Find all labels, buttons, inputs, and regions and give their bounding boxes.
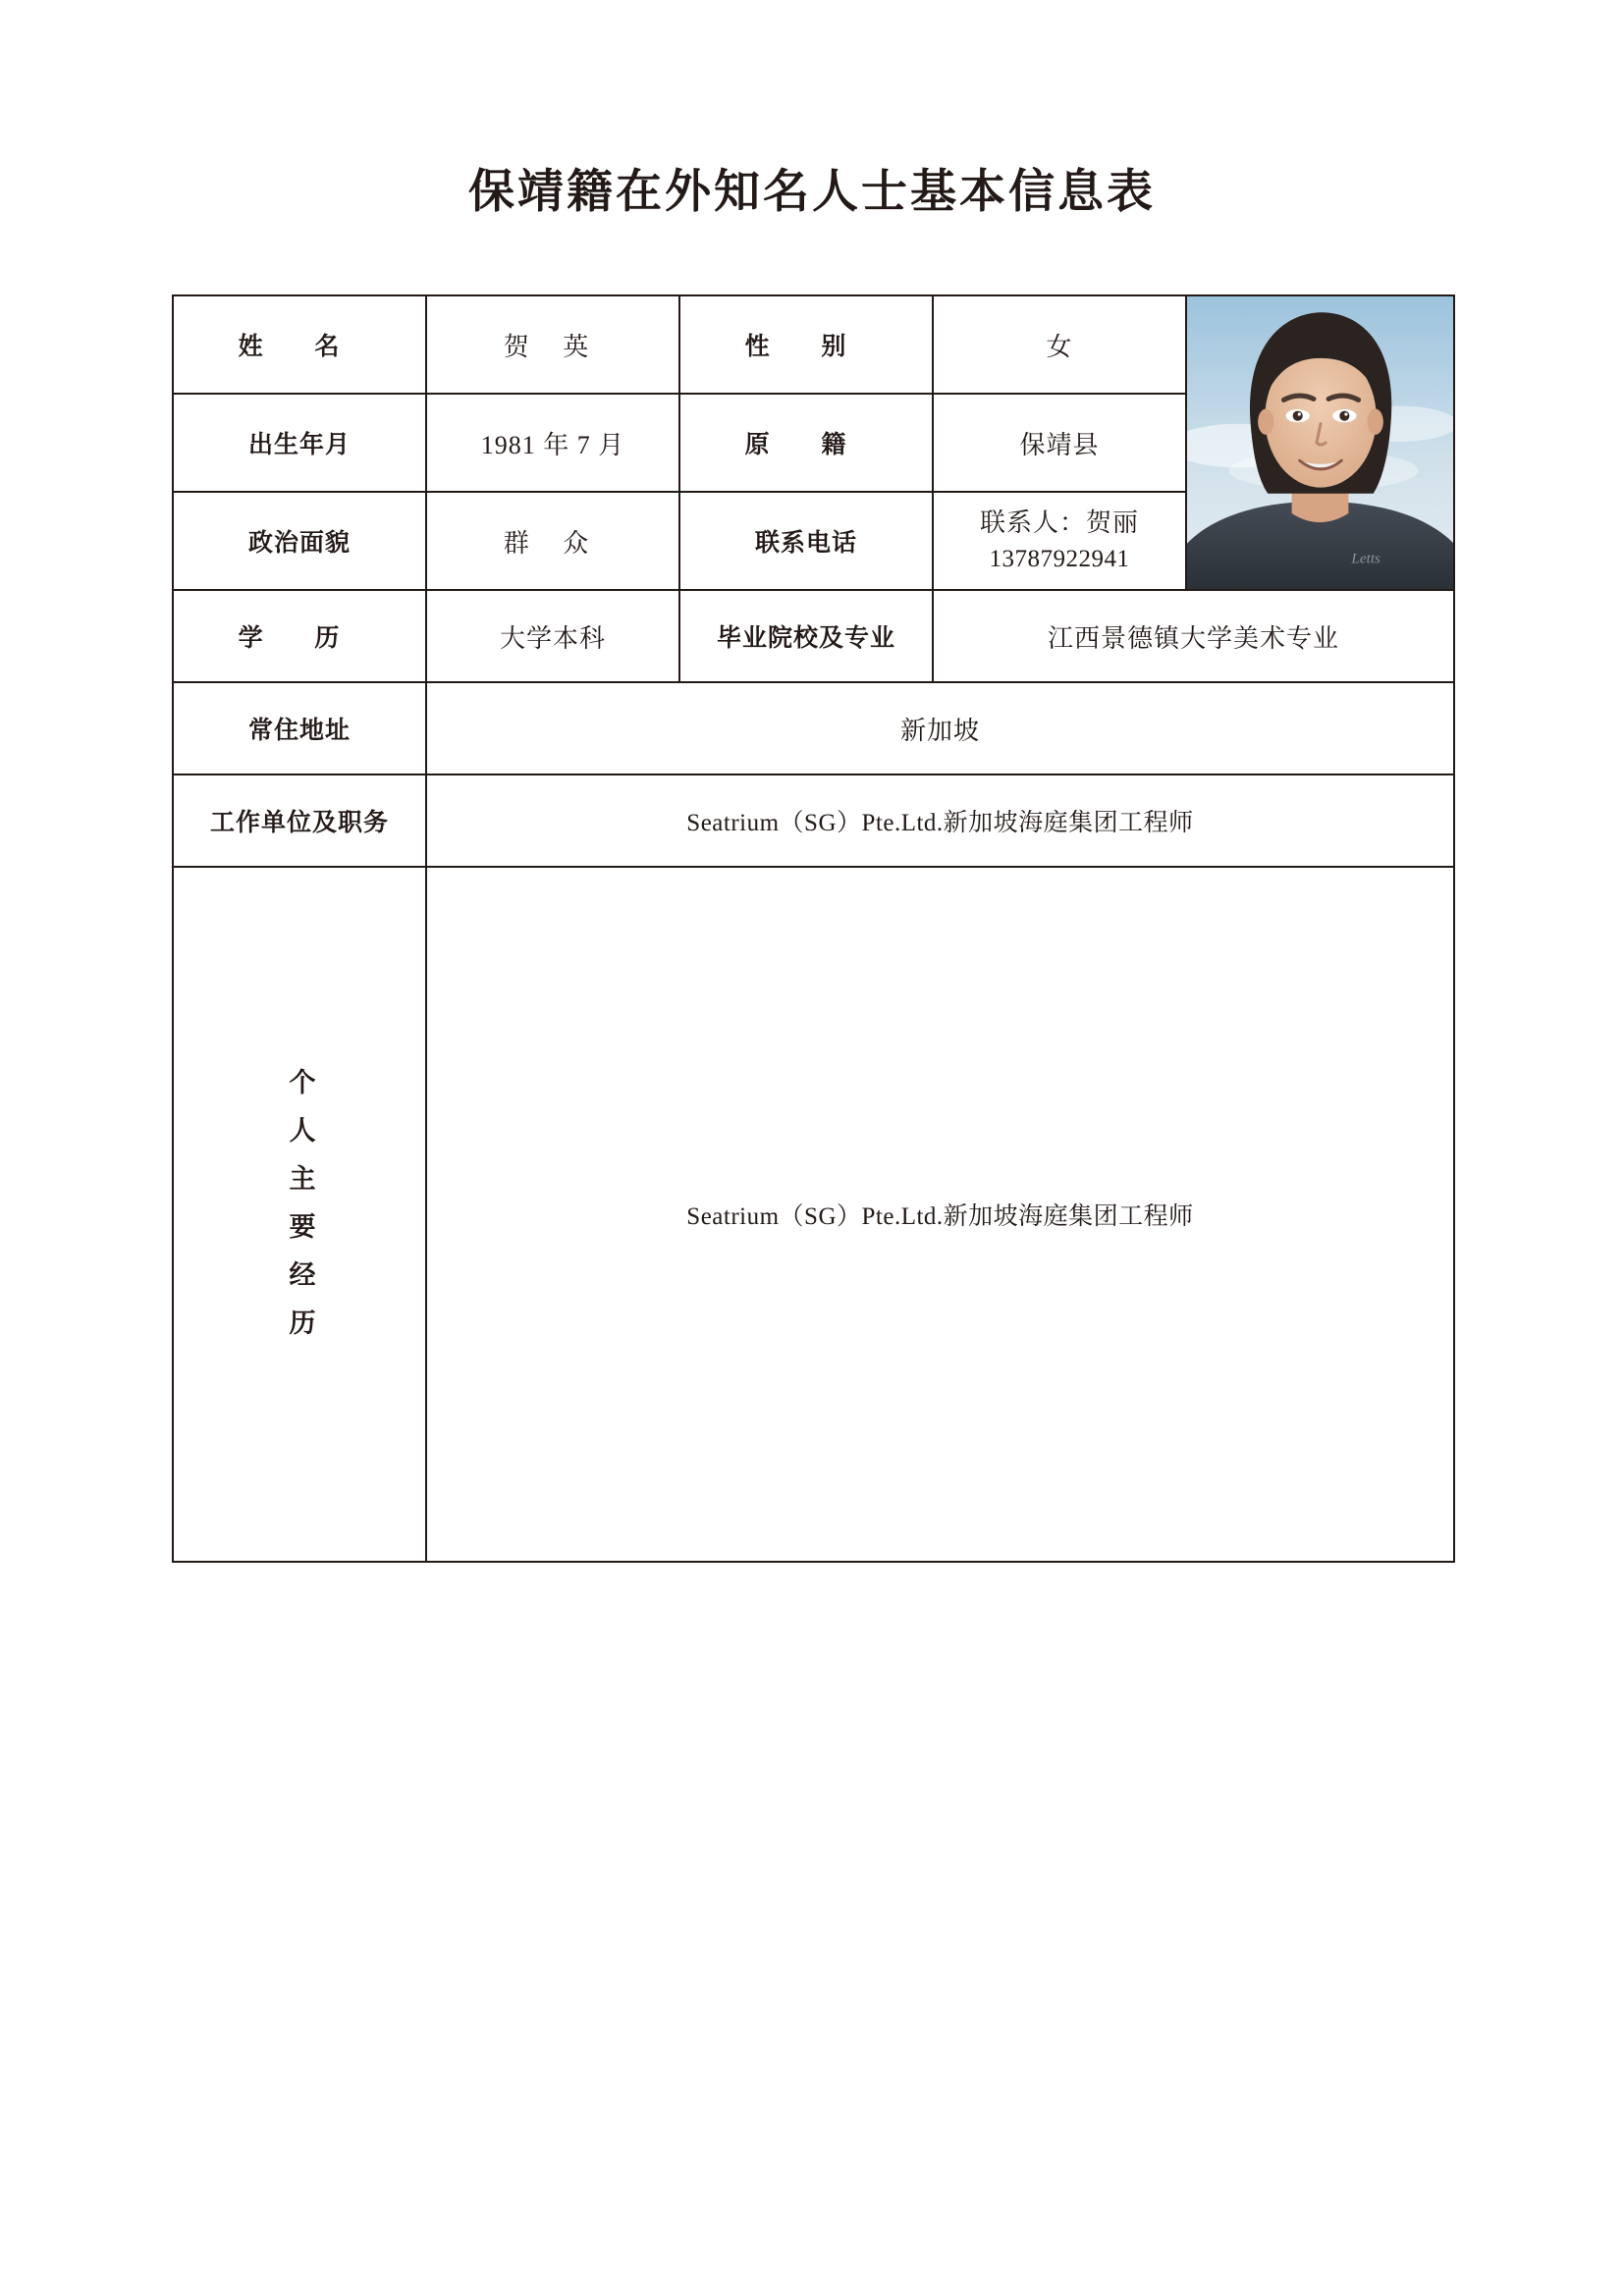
cell-value-phone [933, 492, 1186, 590]
value-education: 大学本科 [499, 623, 606, 653]
cell-label-experience [173, 867, 426, 1562]
value-origin: 保靖县 [1019, 430, 1100, 459]
table-row-work [173, 774, 1454, 867]
cell-label-work [173, 774, 426, 867]
label-address: 常住地址 [247, 716, 351, 744]
cell-label-phone [679, 492, 933, 590]
cell-label-school [679, 590, 933, 682]
cell-label-origin [679, 394, 933, 492]
label-school-major: 毕业院校及专业 [716, 623, 895, 652]
value-address: 新加坡 [899, 716, 980, 745]
table-row-experience [173, 867, 1454, 1562]
label-phone: 联系电话 [754, 528, 857, 557]
label-personal-experience: 个人主要经历 [284, 1067, 315, 1357]
cell-photo [1186, 295, 1454, 590]
cell-value-political [426, 492, 679, 590]
label-work-unit: 工作单位及职务 [209, 808, 389, 836]
table-row-address [173, 682, 1454, 774]
cell-label-gender [679, 295, 933, 394]
label-gender: 性 别 [744, 332, 868, 360]
value-contact-person: 联系人：贺丽 [979, 508, 1139, 538]
label-political-status: 政治面貌 [247, 528, 351, 557]
value-name: 贺 英 [503, 332, 603, 361]
label-name: 姓 名 [238, 332, 361, 360]
cell-label-name [173, 295, 426, 394]
svg-text:Letts: Letts [1351, 550, 1380, 567]
cell-value-birth [426, 394, 679, 492]
cell-label-education [173, 590, 426, 682]
label-birth-date: 出生年月 [247, 430, 351, 458]
label-education: 学 历 [238, 623, 361, 652]
cell-value-school [933, 590, 1454, 682]
cell-label-address [173, 682, 426, 774]
value-phone-number: 13787922941 [989, 545, 1130, 572]
value-political-status: 群 众 [503, 528, 603, 558]
cell-value-name [426, 295, 679, 394]
personal-info-table [172, 294, 1455, 1563]
value-personal-experience: Seatrium（SG）Pte.Ltd.新加坡海庭集团工程师 [686, 1203, 1194, 1230]
cell-label-political [173, 492, 426, 590]
cell-value-address [426, 682, 1454, 774]
cell-value-education [426, 590, 679, 682]
value-work-unit: Seatrium（SG）Pte.Ltd.新加坡海庭集团工程师 [686, 810, 1194, 836]
table-row-education [173, 590, 1454, 682]
page-title: 保靖籍在外知名人士基本信息表 [468, 165, 1156, 219]
cell-value-gender [933, 295, 1186, 394]
cell-value-experience [426, 867, 1454, 1562]
cell-value-origin [933, 394, 1186, 492]
value-gender: 女 [1046, 332, 1073, 361]
cell-value-work [426, 774, 1454, 867]
avatar [1187, 296, 1453, 589]
label-origin: 原 籍 [744, 430, 868, 458]
cell-label-birth [173, 394, 426, 492]
value-school-major: 江西景德镇大学美术专业 [1047, 623, 1339, 653]
table-row-name [173, 295, 1454, 394]
portrait-photo-icon [1187, 296, 1453, 589]
value-birth-date: 1981 年 7 月 [480, 430, 625, 459]
